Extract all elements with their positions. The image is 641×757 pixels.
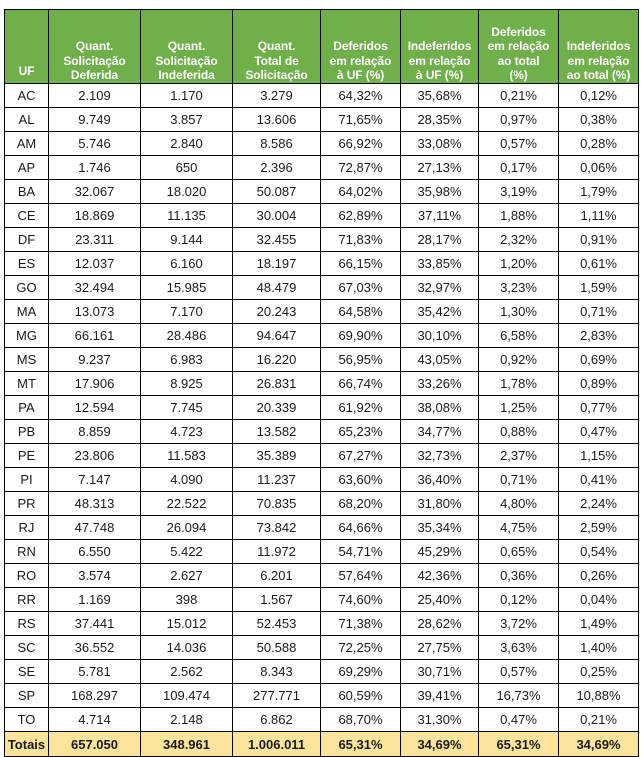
cell-deferidos_uf_pct: 66,74% <box>321 372 401 396</box>
cell-indeferidos_total_pct: 2,83% <box>559 324 639 348</box>
cell-deferidos_total_pct: 1,25% <box>479 396 559 420</box>
cell-indeferidos_total_pct: 2,59% <box>559 516 639 540</box>
cell-deferidos_total_pct: 6,58% <box>479 324 559 348</box>
column-header-line: Quant. <box>257 39 296 54</box>
cell-indeferidos_uf_pct: 28,17% <box>401 228 479 252</box>
cell-quant_solicitacao_deferida: 36.552 <box>49 636 141 660</box>
cell-deferidos_total_pct: 2,37% <box>479 444 559 468</box>
cell-deferidos_uf_pct: 60,59% <box>321 684 401 708</box>
cell-quant_solicitacao_indeferida: 11.135 <box>141 204 233 228</box>
table-row <box>5 636 639 660</box>
cell-quant_solicitacao_indeferida: 398 <box>141 588 233 612</box>
cell-indeferidos_uf_pct: 45,29% <box>401 540 479 564</box>
cell-quant_total_solicitacao: 35.389 <box>233 444 321 468</box>
cell-uf: RS <box>5 612 49 636</box>
cell-indeferidos_uf_pct: 32,97% <box>401 276 479 300</box>
cell-indeferidos_total_pct: 1,49% <box>559 612 639 636</box>
cell-indeferidos_uf_pct: 36,40% <box>401 468 479 492</box>
column-header-line: ao total (%) <box>566 68 631 83</box>
totals-indeferidos_total_pct: 34,69% <box>559 732 639 757</box>
cell-deferidos_total_pct: 3,23% <box>479 276 559 300</box>
cell-quant_solicitacao_deferida: 17.906 <box>49 372 141 396</box>
cell-indeferidos_uf_pct: 37,11% <box>401 204 479 228</box>
cell-indeferidos_total_pct: 2,24% <box>559 492 639 516</box>
totals-deferidos_uf_pct: 65,31% <box>321 732 401 757</box>
cell-deferidos_uf_pct: 64,58% <box>321 300 401 324</box>
column-header-uf[interactable] <box>5 10 49 84</box>
cell-quant_total_solicitacao: 8.586 <box>233 132 321 156</box>
cell-quant_solicitacao_indeferida: 28.486 <box>141 324 233 348</box>
cell-deferidos_uf_pct: 66,15% <box>321 252 401 276</box>
header-row <box>5 10 639 84</box>
cell-quant_solicitacao_indeferida: 14.036 <box>141 636 233 660</box>
cell-quant_solicitacao_deferida: 168.297 <box>49 684 141 708</box>
cell-quant_solicitacao_deferida: 9.237 <box>49 348 141 372</box>
cell-uf: PR <box>5 492 49 516</box>
cell-indeferidos_uf_pct: 27,75% <box>401 636 479 660</box>
cell-quant_solicitacao_deferida: 9.749 <box>49 108 141 132</box>
cell-deferidos_total_pct: 0,97% <box>479 108 559 132</box>
cell-quant_total_solicitacao: 18.197 <box>233 252 321 276</box>
cell-quant_solicitacao_deferida: 23.311 <box>49 228 141 252</box>
cell-deferidos_total_pct: 0,21% <box>479 84 559 108</box>
cell-uf: AC <box>5 84 49 108</box>
cell-quant_solicitacao_indeferida: 650 <box>141 156 233 180</box>
cell-quant_solicitacao_indeferida: 26.094 <box>141 516 233 540</box>
column-header-quant_solicitacao_indeferida[interactable] <box>141 10 233 84</box>
cell-indeferidos_total_pct: 0,69% <box>559 348 639 372</box>
cell-quant_solicitacao_indeferida: 18.020 <box>141 180 233 204</box>
cell-quant_total_solicitacao: 2.396 <box>233 156 321 180</box>
table-row <box>5 324 639 348</box>
totals-quant_solicitacao_deferida: 657.050 <box>49 732 141 757</box>
cell-indeferidos_total_pct: 0,89% <box>559 372 639 396</box>
table-row <box>5 660 639 684</box>
cell-quant_solicitacao_deferida: 18.869 <box>49 204 141 228</box>
cell-deferidos_total_pct: 4,75% <box>479 516 559 540</box>
cell-deferidos_total_pct: 3,19% <box>479 180 559 204</box>
column-header-line: em relação <box>487 39 550 54</box>
cell-quant_solicitacao_deferida: 12.037 <box>49 252 141 276</box>
cell-uf: AM <box>5 132 49 156</box>
cell-indeferidos_uf_pct: 43,05% <box>401 348 479 372</box>
cell-quant_total_solicitacao: 6.201 <box>233 564 321 588</box>
column-header-indeferidos_uf_pct[interactable] <box>401 10 479 84</box>
cell-deferidos_uf_pct: 69,90% <box>321 324 401 348</box>
cell-indeferidos_total_pct: 0,54% <box>559 540 639 564</box>
column-header-line: à UF (%) <box>336 68 385 83</box>
cell-indeferidos_total_pct: 1,15% <box>559 444 639 468</box>
cell-uf: ES <box>5 252 49 276</box>
cell-deferidos_uf_pct: 64,66% <box>321 516 401 540</box>
cell-quant_solicitacao_indeferida: 5.422 <box>141 540 233 564</box>
cell-indeferidos_total_pct: 1,40% <box>559 636 639 660</box>
table-row <box>5 180 639 204</box>
cell-indeferidos_uf_pct: 31,80% <box>401 492 479 516</box>
cell-uf: DF <box>5 228 49 252</box>
cell-uf: MG <box>5 324 49 348</box>
cell-uf: RR <box>5 588 49 612</box>
cell-indeferidos_total_pct: 0,25% <box>559 660 639 684</box>
cell-deferidos_uf_pct: 71,83% <box>321 228 401 252</box>
table-row <box>5 276 639 300</box>
cell-deferidos_uf_pct: 69,29% <box>321 660 401 684</box>
cell-indeferidos_total_pct: 0,47% <box>559 420 639 444</box>
column-header-line: Deferida <box>70 68 119 83</box>
cell-deferidos_total_pct: 3,63% <box>479 636 559 660</box>
cell-quant_solicitacao_deferida: 8.859 <box>49 420 141 444</box>
cell-quant_solicitacao_deferida: 66.161 <box>49 324 141 348</box>
column-header-line: Indeferidos <box>407 39 472 54</box>
column-header-line: Total de <box>254 53 299 68</box>
cell-quant_total_solicitacao: 94.647 <box>233 324 321 348</box>
column-header-line: (%) <box>509 68 528 83</box>
cell-uf: CE <box>5 204 49 228</box>
cell-uf: GO <box>5 276 49 300</box>
cell-quant_total_solicitacao: 6.862 <box>233 708 321 732</box>
cell-indeferidos_uf_pct: 33,85% <box>401 252 479 276</box>
cell-uf: AP <box>5 156 49 180</box>
cell-indeferidos_uf_pct: 35,68% <box>401 84 479 108</box>
cell-quant_total_solicitacao: 11.237 <box>233 468 321 492</box>
table-row <box>5 684 639 708</box>
table-header <box>5 10 639 84</box>
cell-quant_total_solicitacao: 50.588 <box>233 636 321 660</box>
cell-quant_solicitacao_deferida: 32.067 <box>49 180 141 204</box>
cell-quant_total_solicitacao: 20.243 <box>233 300 321 324</box>
cell-uf: PE <box>5 444 49 468</box>
column-header-line: Quant. <box>75 39 114 54</box>
totals-indeferidos_uf_pct: 34,69% <box>401 732 479 757</box>
cell-deferidos_total_pct: 0,47% <box>479 708 559 732</box>
column-header-line: à UF (%) <box>415 68 464 83</box>
cell-quant_solicitacao_deferida: 5.746 <box>49 132 141 156</box>
cell-indeferidos_uf_pct: 25,40% <box>401 588 479 612</box>
cell-deferidos_total_pct: 0,57% <box>479 660 559 684</box>
cell-uf: SP <box>5 684 49 708</box>
column-header-line: Indeferidos <box>566 39 631 54</box>
table-row <box>5 468 639 492</box>
cell-indeferidos_uf_pct: 33,08% <box>401 132 479 156</box>
column-header-deferidos_total_pct[interactable] <box>479 10 559 84</box>
cell-uf: PA <box>5 396 49 420</box>
cell-indeferidos_uf_pct: 28,35% <box>401 108 479 132</box>
cell-deferidos_uf_pct: 56,95% <box>321 348 401 372</box>
cell-uf: RJ <box>5 516 49 540</box>
table-row <box>5 156 639 180</box>
cell-quant_total_solicitacao: 11.972 <box>233 540 321 564</box>
cell-deferidos_uf_pct: 67,03% <box>321 276 401 300</box>
cell-quant_solicitacao_deferida: 7.147 <box>49 468 141 492</box>
cell-deferidos_uf_pct: 65,23% <box>321 420 401 444</box>
cell-uf: AL <box>5 108 49 132</box>
cell-indeferidos_total_pct: 0,91% <box>559 228 639 252</box>
cell-indeferidos_uf_pct: 33,26% <box>401 372 479 396</box>
cell-indeferidos_total_pct: 0,26% <box>559 564 639 588</box>
cell-quant_solicitacao_deferida: 1.746 <box>49 156 141 180</box>
cell-quant_total_solicitacao: 26.831 <box>233 372 321 396</box>
table-row <box>5 396 639 420</box>
cell-quant_solicitacao_deferida: 3.574 <box>49 564 141 588</box>
cell-quant_solicitacao_indeferida: 1.170 <box>141 84 233 108</box>
cell-quant_solicitacao_deferida: 48.313 <box>49 492 141 516</box>
table-row <box>5 372 639 396</box>
cell-quant_solicitacao_indeferida: 2.148 <box>141 708 233 732</box>
cell-quant_total_solicitacao: 13.606 <box>233 108 321 132</box>
cell-quant_solicitacao_indeferida: 109.474 <box>141 684 233 708</box>
table-row <box>5 708 639 732</box>
table-row <box>5 588 639 612</box>
cell-uf: PB <box>5 420 49 444</box>
cell-quant_solicitacao_deferida: 32.494 <box>49 276 141 300</box>
cell-quant_solicitacao_indeferida: 6.983 <box>141 348 233 372</box>
cell-indeferidos_total_pct: 0,21% <box>559 708 639 732</box>
cell-quant_solicitacao_deferida: 13.073 <box>49 300 141 324</box>
cell-quant_solicitacao_indeferida: 15.012 <box>141 612 233 636</box>
column-header-line: Deferidos <box>333 39 388 54</box>
cell-quant_solicitacao_indeferida: 6.160 <box>141 252 233 276</box>
table-row <box>5 204 639 228</box>
cell-indeferidos_total_pct: 0,38% <box>559 108 639 132</box>
totals-deferidos_total_pct: 65,31% <box>479 732 559 757</box>
table-row <box>5 300 639 324</box>
cell-deferidos_total_pct: 4,80% <box>479 492 559 516</box>
cell-deferidos_total_pct: 0,12% <box>479 588 559 612</box>
cell-indeferidos_uf_pct: 39,41% <box>401 684 479 708</box>
cell-deferidos_uf_pct: 63,60% <box>321 468 401 492</box>
cell-quant_solicitacao_indeferida: 9.144 <box>141 228 233 252</box>
column-header-line: Indeferida <box>158 68 215 83</box>
column-header-line: em relação <box>329 53 392 68</box>
cell-indeferidos_uf_pct: 35,98% <box>401 180 479 204</box>
cell-deferidos_uf_pct: 74,60% <box>321 588 401 612</box>
column-header-line: Quant. <box>167 39 206 54</box>
column-header-line: Solicitação <box>63 53 126 68</box>
cell-quant_solicitacao_indeferida: 7.745 <box>141 396 233 420</box>
cell-quant_solicitacao_deferida: 5.781 <box>49 660 141 684</box>
table-row <box>5 108 639 132</box>
table-row <box>5 252 639 276</box>
table-row <box>5 540 639 564</box>
totals-quant_solicitacao_indeferida: 348.961 <box>141 732 233 757</box>
cell-deferidos_uf_pct: 57,64% <box>321 564 401 588</box>
column-header-deferidos_uf_pct[interactable] <box>321 10 401 84</box>
cell-uf: MT <box>5 372 49 396</box>
cell-quant_solicitacao_indeferida: 2.562 <box>141 660 233 684</box>
cell-deferidos_total_pct: 3,72% <box>479 612 559 636</box>
cell-quant_total_solicitacao: 1.567 <box>233 588 321 612</box>
cell-deferidos_total_pct: 0,36% <box>479 564 559 588</box>
cell-indeferidos_total_pct: 0,61% <box>559 252 639 276</box>
column-header-line: UF <box>18 64 35 79</box>
cell-deferidos_total_pct: 2,32% <box>479 228 559 252</box>
cell-quant_solicitacao_indeferida: 7.170 <box>141 300 233 324</box>
column-header-quant_solicitacao_deferida[interactable] <box>49 10 141 84</box>
cell-quant_total_solicitacao: 30.004 <box>233 204 321 228</box>
cell-deferidos_total_pct: 0,71% <box>479 468 559 492</box>
cell-quant_solicitacao_deferida: 6.550 <box>49 540 141 564</box>
cell-indeferidos_uf_pct: 35,42% <box>401 300 479 324</box>
column-header-line: em relação <box>567 53 630 68</box>
table-row <box>5 492 639 516</box>
cell-quant_total_solicitacao: 277.771 <box>233 684 321 708</box>
cell-uf: RN <box>5 540 49 564</box>
cell-quant_total_solicitacao: 13.582 <box>233 420 321 444</box>
totals-label: Totais <box>5 732 49 757</box>
cell-quant_total_solicitacao: 48.479 <box>233 276 321 300</box>
cell-indeferidos_uf_pct: 28,62% <box>401 612 479 636</box>
cell-uf: RO <box>5 564 49 588</box>
cell-indeferidos_uf_pct: 32,73% <box>401 444 479 468</box>
cell-indeferidos_total_pct: 0,77% <box>559 396 639 420</box>
cell-deferidos_uf_pct: 67,27% <box>321 444 401 468</box>
cell-deferidos_total_pct: 0,65% <box>479 540 559 564</box>
cell-quant_solicitacao_indeferida: 11.583 <box>141 444 233 468</box>
cell-quant_solicitacao_deferida: 47.748 <box>49 516 141 540</box>
cell-indeferidos_total_pct: 0,04% <box>559 588 639 612</box>
cell-deferidos_total_pct: 0,92% <box>479 348 559 372</box>
cell-quant_solicitacao_indeferida: 8.925 <box>141 372 233 396</box>
cell-uf: MS <box>5 348 49 372</box>
table-row <box>5 84 639 108</box>
cell-quant_total_solicitacao: 32.455 <box>233 228 321 252</box>
table-row <box>5 132 639 156</box>
column-header-line: Solicitação <box>245 68 308 83</box>
cell-deferidos_uf_pct: 72,87% <box>321 156 401 180</box>
cell-quant_solicitacao_deferida: 1.169 <box>49 588 141 612</box>
cell-indeferidos_uf_pct: 27,13% <box>401 156 479 180</box>
cell-indeferidos_uf_pct: 30,71% <box>401 660 479 684</box>
cell-deferidos_uf_pct: 71,65% <box>321 108 401 132</box>
column-header-line: Deferidos <box>491 24 546 39</box>
cell-indeferidos_uf_pct: 38,08% <box>401 396 479 420</box>
cell-quant_solicitacao_deferida: 4.714 <box>49 708 141 732</box>
cell-indeferidos_total_pct: 0,28% <box>559 132 639 156</box>
cell-indeferidos_total_pct: 0,06% <box>559 156 639 180</box>
cell-indeferidos_total_pct: 1,79% <box>559 180 639 204</box>
cell-quant_total_solicitacao: 52.453 <box>233 612 321 636</box>
cell-indeferidos_uf_pct: 34,77% <box>401 420 479 444</box>
cell-deferidos_uf_pct: 71,38% <box>321 612 401 636</box>
cell-indeferidos_total_pct: 0,71% <box>559 300 639 324</box>
cell-indeferidos_total_pct: 0,41% <box>559 468 639 492</box>
cell-uf: TO <box>5 708 49 732</box>
cell-quant_solicitacao_deferida: 2.109 <box>49 84 141 108</box>
table-body <box>5 84 639 757</box>
cell-indeferidos_total_pct: 1,11% <box>559 204 639 228</box>
cell-deferidos_uf_pct: 66,92% <box>321 132 401 156</box>
column-header-line: em relação <box>408 53 471 68</box>
table-row <box>5 516 639 540</box>
cell-uf: PI <box>5 468 49 492</box>
cell-deferidos_uf_pct: 68,20% <box>321 492 401 516</box>
table-row <box>5 612 639 636</box>
cell-quant_solicitacao_indeferida: 4.090 <box>141 468 233 492</box>
cell-deferidos_uf_pct: 64,02% <box>321 180 401 204</box>
cell-deferidos_uf_pct: 54,71% <box>321 540 401 564</box>
cell-deferidos_total_pct: 0,17% <box>479 156 559 180</box>
cell-indeferidos_total_pct: 1,59% <box>559 276 639 300</box>
cell-quant_solicitacao_indeferida: 3.857 <box>141 108 233 132</box>
column-header-line: Solicitação <box>155 53 218 68</box>
cell-uf: MA <box>5 300 49 324</box>
cell-deferidos_uf_pct: 62,89% <box>321 204 401 228</box>
cell-quant_total_solicitacao: 8.343 <box>233 660 321 684</box>
cell-quant_solicitacao_deferida: 37.441 <box>49 612 141 636</box>
cell-deferidos_total_pct: 1,78% <box>479 372 559 396</box>
solicitacoes-por-uf-table <box>4 9 639 757</box>
column-header-indeferidos_total_pct[interactable] <box>559 10 639 84</box>
totals-quant_total_solicitacao: 1.006.011 <box>233 732 321 757</box>
cell-indeferidos_uf_pct: 30,10% <box>401 324 479 348</box>
table-row <box>5 420 639 444</box>
cell-deferidos_uf_pct: 64,32% <box>321 84 401 108</box>
cell-quant_total_solicitacao: 20.339 <box>233 396 321 420</box>
cell-quant_solicitacao_indeferida: 22.522 <box>141 492 233 516</box>
cell-quant_total_solicitacao: 73.842 <box>233 516 321 540</box>
cell-indeferidos_uf_pct: 35,34% <box>401 516 479 540</box>
cell-uf: SC <box>5 636 49 660</box>
cell-uf: BA <box>5 180 49 204</box>
cell-indeferidos_total_pct: 0,12% <box>559 84 639 108</box>
cell-deferidos_total_pct: 1,20% <box>479 252 559 276</box>
table-row <box>5 564 639 588</box>
totals-row <box>5 732 639 757</box>
cell-quant_total_solicitacao: 16.220 <box>233 348 321 372</box>
cell-uf: SE <box>5 660 49 684</box>
cell-quant_solicitacao_deferida: 23.806 <box>49 444 141 468</box>
cell-quant_total_solicitacao: 3.279 <box>233 84 321 108</box>
cell-deferidos_total_pct: 0,88% <box>479 420 559 444</box>
cell-quant_solicitacao_indeferida: 15.985 <box>141 276 233 300</box>
cell-indeferidos_uf_pct: 42,36% <box>401 564 479 588</box>
cell-indeferidos_uf_pct: 31,30% <box>401 708 479 732</box>
cell-deferidos_uf_pct: 72,25% <box>321 636 401 660</box>
column-header-quant_total_solicitacao[interactable] <box>233 10 321 84</box>
cell-deferidos_total_pct: 0,57% <box>479 132 559 156</box>
cell-deferidos_total_pct: 16,73% <box>479 684 559 708</box>
cell-deferidos_uf_pct: 61,92% <box>321 396 401 420</box>
cell-quant_solicitacao_deferida: 12.594 <box>49 396 141 420</box>
cell-quant_total_solicitacao: 50.087 <box>233 180 321 204</box>
column-header-line: ao total <box>497 53 540 68</box>
table-row <box>5 348 639 372</box>
table-row <box>5 228 639 252</box>
cell-quant_solicitacao_indeferida: 2.627 <box>141 564 233 588</box>
cell-deferidos_total_pct: 1,30% <box>479 300 559 324</box>
cell-deferidos_total_pct: 1,88% <box>479 204 559 228</box>
cell-deferidos_uf_pct: 68,70% <box>321 708 401 732</box>
cell-quant_solicitacao_indeferida: 4.723 <box>141 420 233 444</box>
cell-indeferidos_total_pct: 10,88% <box>559 684 639 708</box>
cell-quant_solicitacao_indeferida: 2.840 <box>141 132 233 156</box>
cell-quant_total_solicitacao: 70.835 <box>233 492 321 516</box>
table-row <box>5 444 639 468</box>
